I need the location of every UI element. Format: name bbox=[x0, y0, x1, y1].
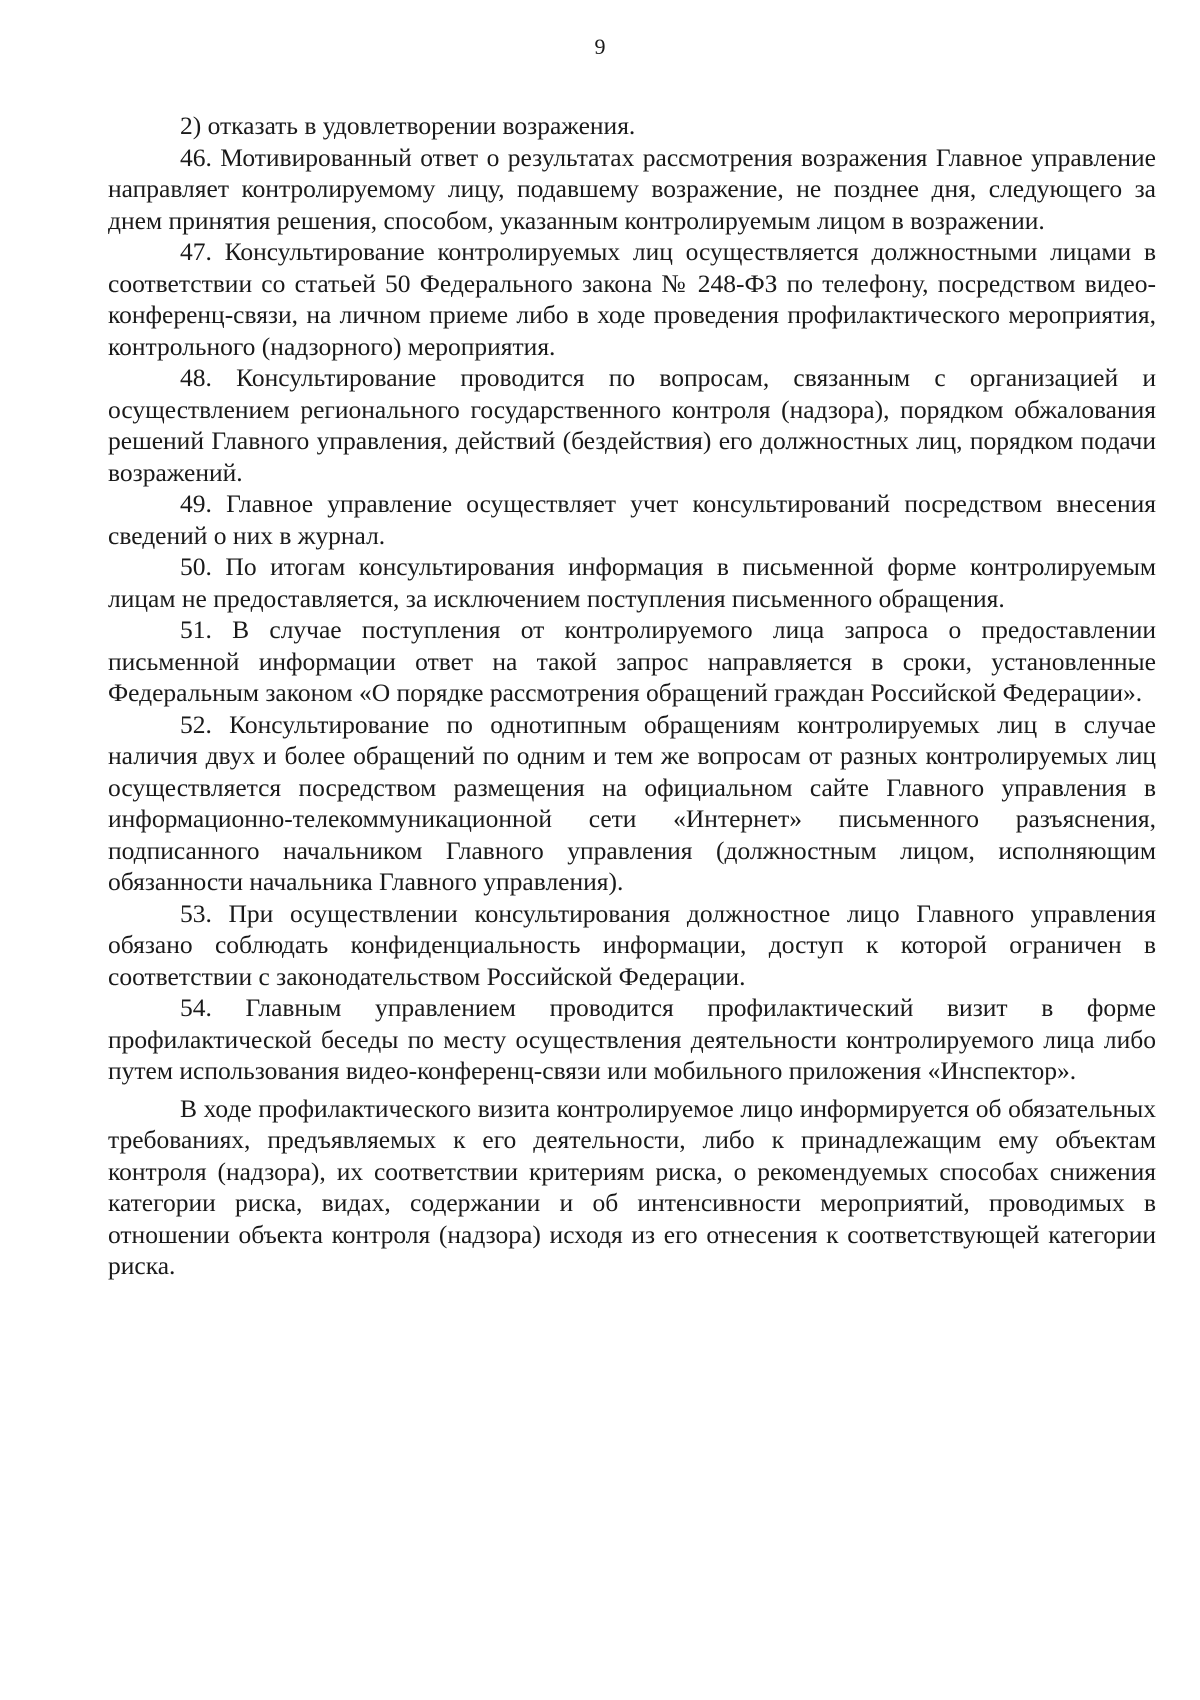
paragraph-53: 53. При осуществлении консультирования должностное лицо Главного управления обязано соблюдать конфиденциальность информации, доступ к которой ограничен в соответствии с законодательством Российской Федерации. bbox=[108, 898, 1156, 991]
paragraph-54-continuation: В ходе профилактического визита контролируемое лицо информируется об обязательных требованиях, предъявляемых к его деятельности, либо к принадлежащим ему объектам контроля (надзора), их соответствии критериям риска, о рекомендуемых способах снижения категории риска, видах, содержании и об интенсивности мероприятий, проводимых в отношении объекта контроля (надзора) исходя из его отнесения к соответствующей категории риска. bbox=[108, 1093, 1156, 1280]
paragraph-51: 51. В случае поступления от контролируемого лица запроса о предоставлении письменной информации ответ на такой запрос направляется в сроки, установленные Федеральным законом «О порядке рассмотрения обращений граждан Российской Федерации». bbox=[108, 615, 1156, 707]
paragraph-49: 49. Главное управление осуществляет учет консультирований посредством внесения сведений о них в журнал. bbox=[108, 489, 1156, 550]
paragraph-50: 50. По итогам консультирования информация в письменной форме контролируемым лицам не предоставляется, за исключением поступления письменного обращения. bbox=[108, 552, 1156, 613]
paragraph-48: 48. Консультирование проводится по вопросам, связанным с организацией и осуществлением регионального государственного контроля (надзора), порядком обжалования решений Главного управления, действий (бездействия) его должностных лиц, порядком подачи возражений. bbox=[108, 363, 1156, 487]
paragraph-item-2: 2) отказать в удовлетворении возражения. bbox=[180, 111, 636, 140]
paragraph-54: 54. Главным управлением проводится профилактический визит в форме профилактической беседы по месту осуществления деятельности контролируемого лица либо путем использования видео-конференц-связи или мобильного приложения «Инспектор». bbox=[108, 993, 1156, 1085]
paragraph-46: 46. Мотивированный ответ о результатах рассмотрения возражения Главное управление направляет контролируемому лицу, подавшему возражение, не позднее дня, следующего за днем принятия решения, способом, указанным контролируемым лицом в возражении. bbox=[108, 142, 1156, 235]
paragraph-47: 47. Консультирование контролируемых лиц осуществляется должностными лицами в соответствии со статьей 50 Федерального закона № 248-ФЗ по телефону, посредством видео-конференц-связи, на личном приеме либо в ходе проведения профилактического мероприятия, контрольного (надзорного) мероприятия. bbox=[108, 237, 1156, 361]
document-body bbox=[108, 110, 1156, 1282]
paragraph-52: 52. Консультирование по однотипным обращениям контролируемых лиц в случае наличия двух и более обращений по одним и тем же вопросам от разных контролируемых лиц осуществляется посредством размещения на официальном сайте Главного управления в информационно-телекоммуникационной сети «Интернет» письменного разъяснения, подписанного начальником Главного управления (должностным лицом, исполняющим обязанности начальника Главного управления). bbox=[108, 709, 1156, 896]
page-number: 9 bbox=[594, 34, 606, 59]
